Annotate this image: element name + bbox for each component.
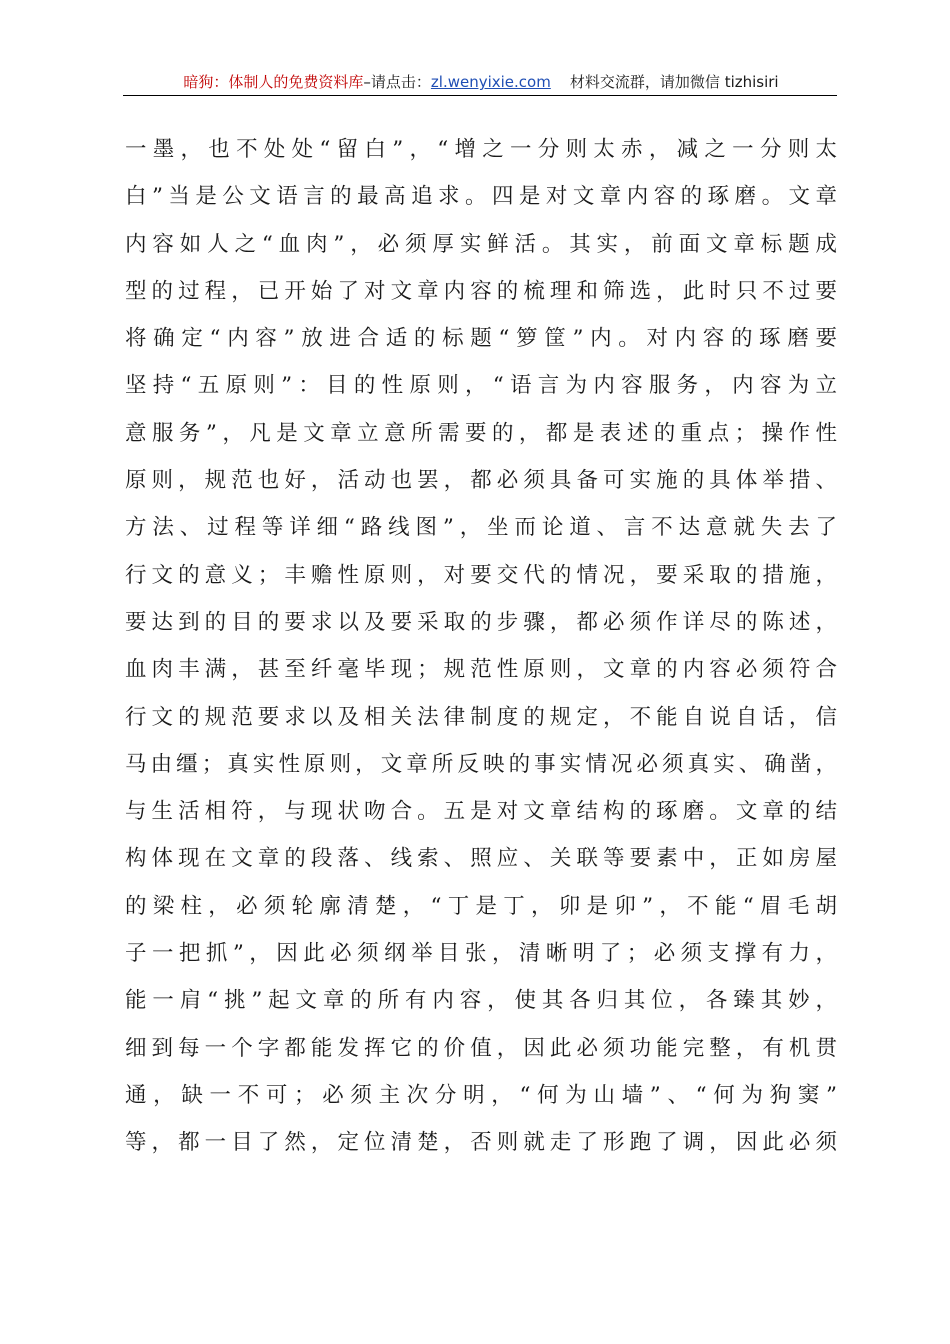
text-line: 血肉丰满，甚至纤毫毕现；规范性原则，文章的内容必须符合	[125, 657, 837, 683]
text-line: 要达到的目的要求以及要采取的步骤，都必须作详尽的陈述，	[125, 609, 837, 635]
text-line: 构体现在文章的段落、线索、照应、关联等要素中，正如房屋	[125, 846, 837, 872]
text-line: 型的过程，已开始了对文章内容的梳理和筛选，此时只不过要	[125, 278, 837, 304]
text-line: 白”当是公文语言的最高追求。四是对文章内容的琢磨。文章	[125, 184, 837, 210]
text-line: 一墨，也不处处“留白”，“增之一分则太赤，减之一分则太	[125, 137, 837, 162]
text-line: 行文的意义；丰赡性原则，对要交代的情况，要采取的措施，	[125, 562, 837, 588]
text-line: 方法、过程等详细“路线图”，坐而论道、言不达意就失去了	[125, 515, 837, 541]
header-prompt: –请点击：	[363, 73, 431, 91]
page-header	[125, 70, 837, 94]
header-divider	[123, 95, 837, 96]
header-brand: 暗狗：体制人的免费资料库	[183, 73, 364, 91]
body-text	[125, 126, 837, 1167]
header-note: 材料交流群，请加微信 tizhisiri	[569, 73, 779, 91]
text-line: 意服务”，凡是文章立意所需要的，都是表述的重点；操作性	[125, 420, 837, 446]
text-line: 细到每一个字都能发挥它的价值，因此必须功能完整，有机贯	[125, 1035, 837, 1061]
text-line: 等，都一目了然，定位清楚，否则就走了形跑了调，因此必须	[125, 1130, 837, 1156]
text-line: 子一把抓”，因此必须纲举目张，清晰明了；必须支撑有力，	[125, 941, 837, 967]
text-line: 能一肩“挑”起文章的所有内容，使其各归其位，各臻其妙，	[125, 988, 837, 1014]
text-line: 通，缺一不可；必须主次分明，“何为山墙”、“何为狗窦”	[125, 1082, 837, 1108]
text-line: 的梁柱，必须轮廓清楚，“丁是丁，卯是卯”，不能“眉毛胡	[125, 893, 837, 919]
text-line: 将确定“内容”放进合适的标题“箩筐”内。对内容的琢磨要	[125, 326, 837, 352]
text-line: 内容如人之“血肉”，必须厚实鲜活。其实，前面文章标题成	[125, 231, 837, 257]
header-link[interactable]: zl.wenyixie.com	[430, 73, 551, 91]
text-line: 坚持“五原则”：目的性原则，“语言为内容服务，内容为立	[125, 373, 837, 399]
text-line: 马由缰；真实性原则，文章所反映的事实情况必须真实、确凿，	[125, 751, 837, 777]
text-line: 行文的规范要求以及相关法律制度的规定，不能自说自话，信	[125, 704, 837, 730]
text-line: 原则，规范也好，活动也罢，都必须具备可实施的具体举措、	[125, 468, 837, 494]
text-line: 与生活相符，与现状吻合。五是对文章结构的琢磨。文章的结	[125, 799, 837, 825]
